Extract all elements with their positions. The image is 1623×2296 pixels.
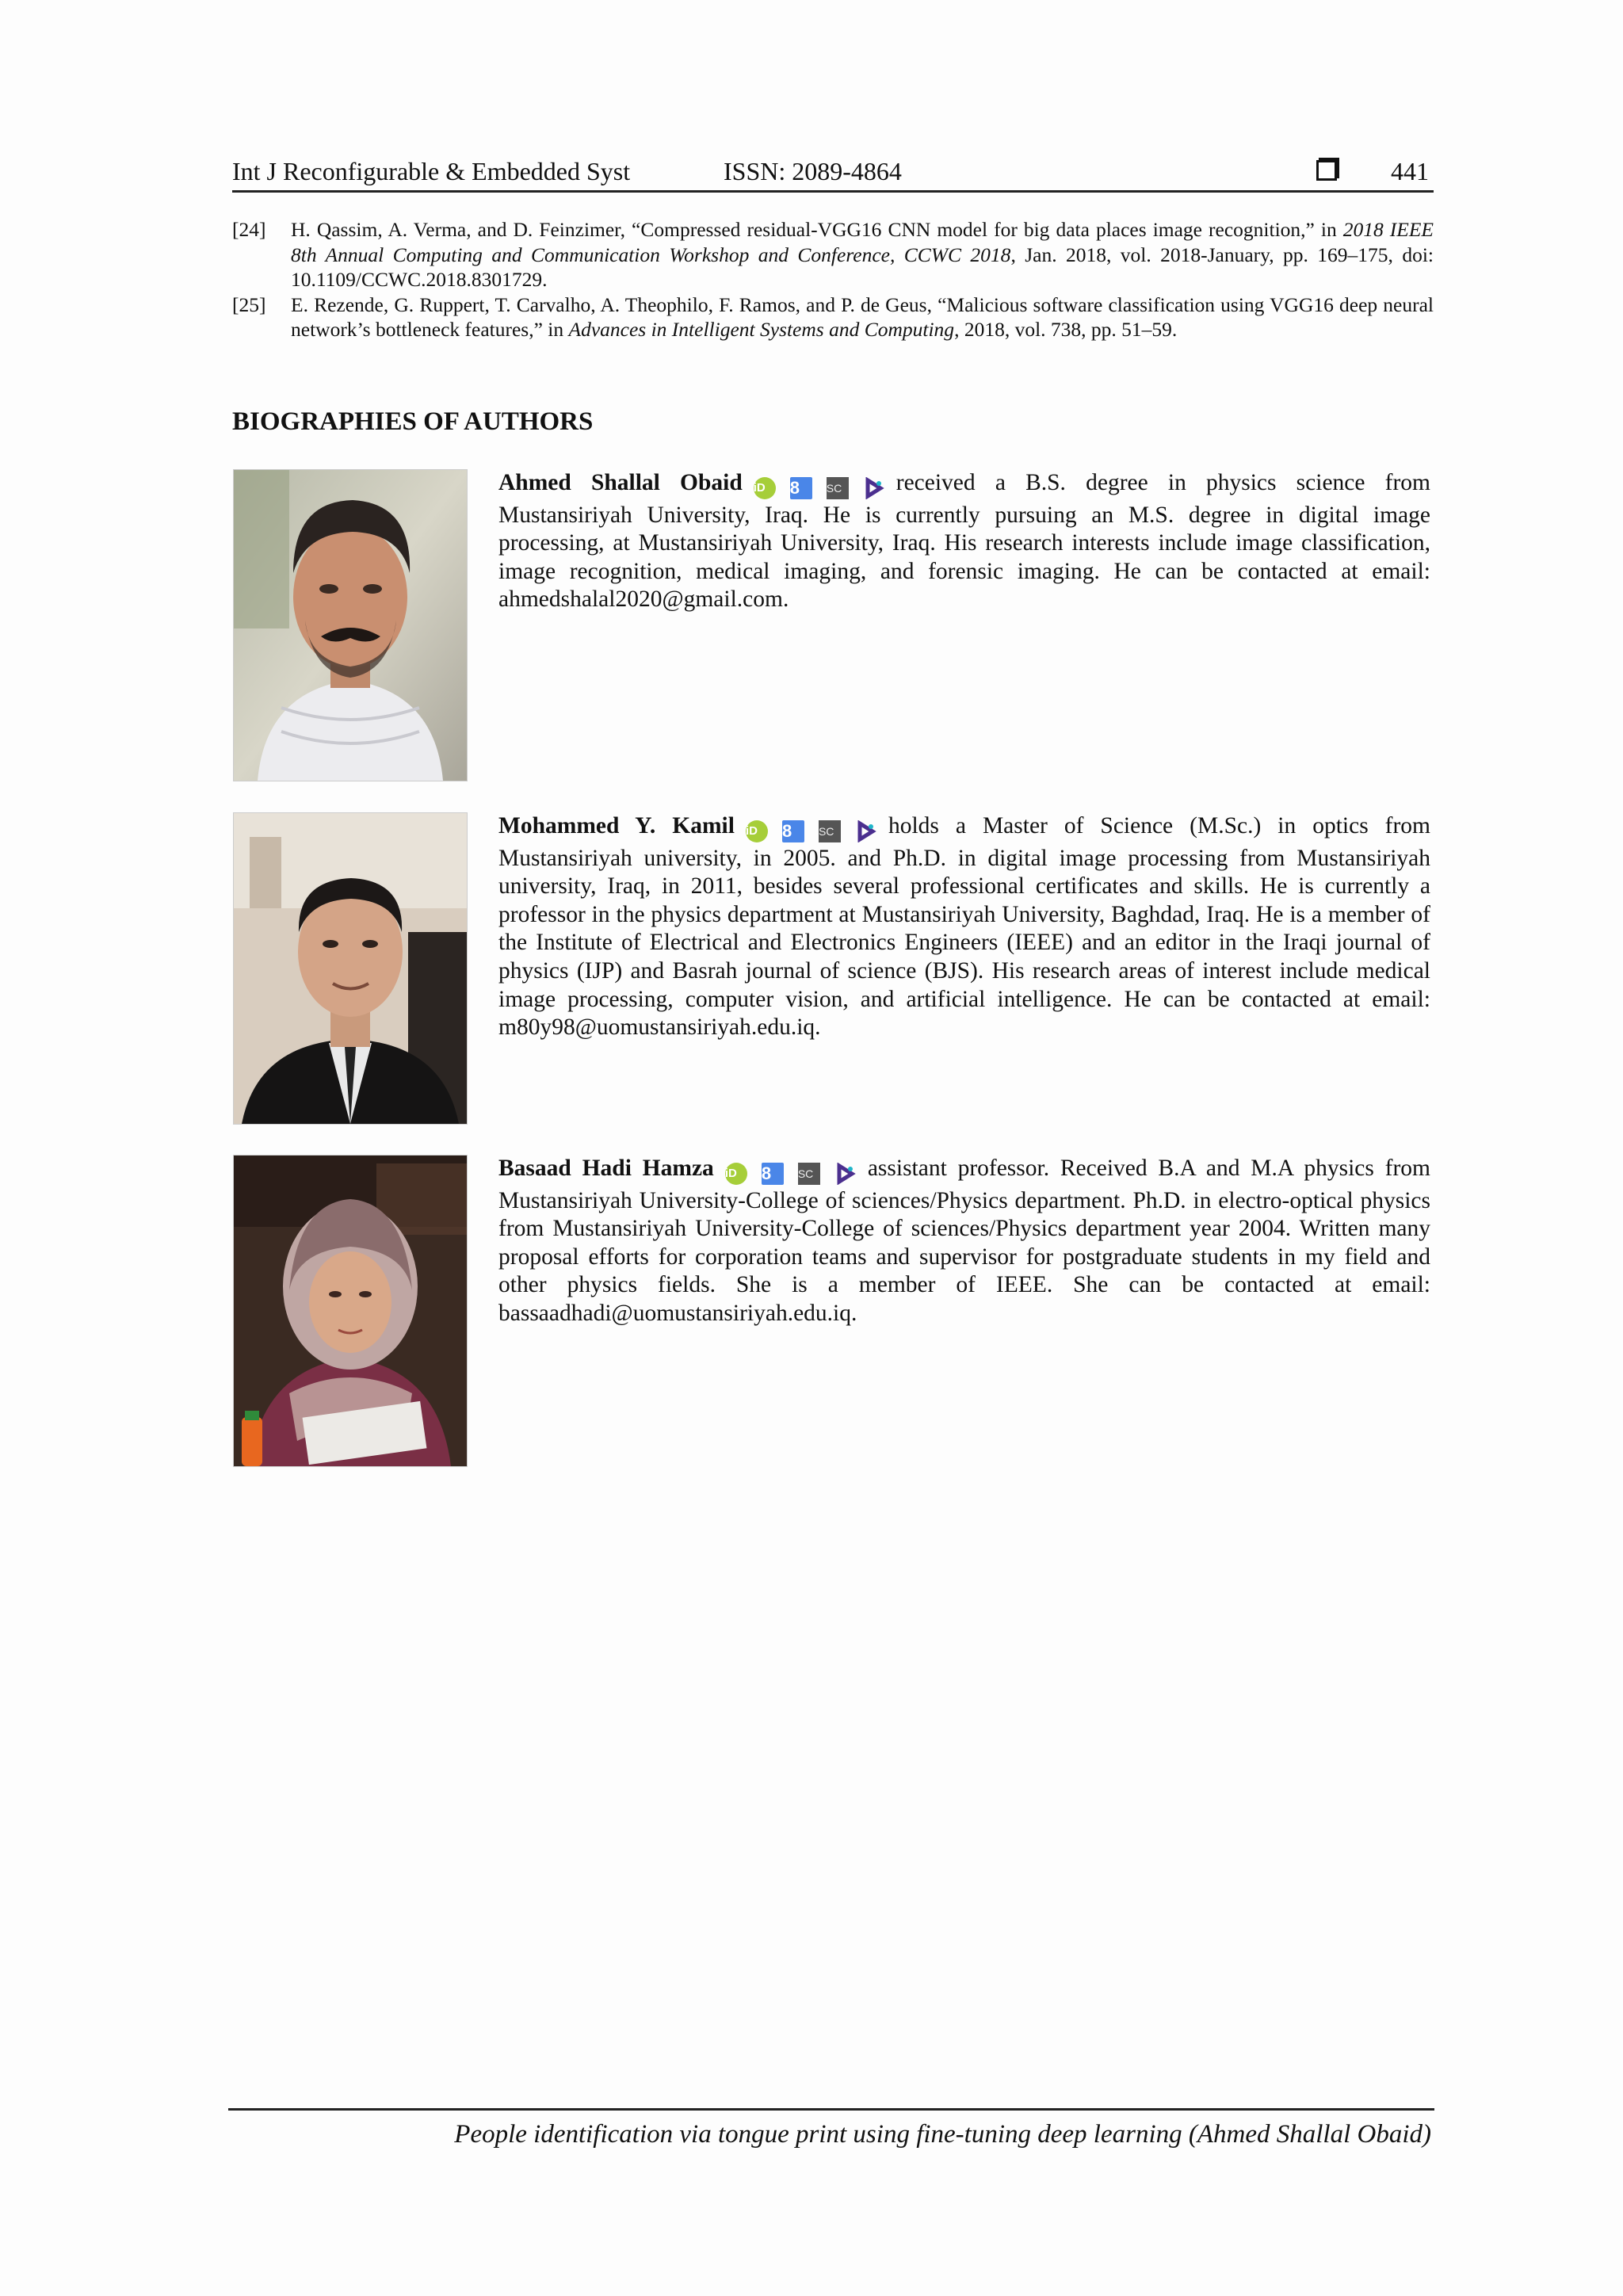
author-name: Ahmed Shallal Obaid <box>498 470 743 495</box>
google-scholar-icon[interactable]: 8 <box>782 820 804 842</box>
reference-text: E. Rezende, G. Ruppert, T. Carvalho, A. Theophilo, F. Ramos, and P. de Geus, “Malicious software classification using VGG16 deep neural network’s bottleneck features,” in <box>291 292 1434 341</box>
author-name: Basaad Hadi Hamza <box>498 1156 714 1181</box>
author-bio: assistant professor. Received B.A and M.A physics from Mustansiriyah University-College of sciences/Physics department. Ph.D. in electro-optical physics from Mustansiriyah University-College of sciences/Physics department year 2004. Written many proposal efforts for corporation teams and supervisor for postgraduate students in my field and other physics fields. She is a member of IEEE. She can be contacted at email: bassaadhadi@uomustansiriyah.edu.iq. <box>498 1156 1430 1326</box>
author-bio-text <box>498 469 1430 614</box>
scopus-icon[interactable]: SC <box>819 820 841 842</box>
publons-icon[interactable] <box>855 820 877 842</box>
reference-text-tail: , Jan. 2018, vol. 2018-January, pp. 169–175, doi: 10.1109/CCWC.2018.8301729. <box>291 243 1434 291</box>
issn: ISSN: 2089-4864 <box>724 157 902 185</box>
publons-icon[interactable] <box>834 1163 857 1185</box>
publons-icon[interactable] <box>863 477 885 499</box>
orcid-icon[interactable]: iD <box>754 477 776 499</box>
reference-item <box>232 217 1434 292</box>
page-footer <box>228 2108 1434 2149</box>
author-profile-icons <box>725 1159 857 1187</box>
author-bio: received a B.S. degree in physics science from Mustansiriyah University, Iraq. He is currently pursuing an M.S. degree in digital image processing, at Mustansiriyah University, Iraq. His research interests include image classification, image recognition, medical imaging, and forensic imaging. He can be contacted at email: ahmedshalal2020@gmail.com. <box>498 470 1431 613</box>
author-photo <box>233 1155 468 1467</box>
author-photo <box>233 469 468 781</box>
page-number: 441 <box>1391 157 1429 185</box>
reference-list <box>232 217 1434 342</box>
google-scholar-icon[interactable]: 8 <box>762 1163 784 1185</box>
reference-text-tail: , 2018, vol. 738, pp. 51–59. <box>954 318 1178 341</box>
author-profile-icons <box>754 473 885 502</box>
section-title: BIOGRAPHIES OF AUTHORS <box>232 407 594 436</box>
reference-number: [25] <box>232 292 266 316</box>
reference-text: H. Qassim, A. Verma, and D. Feinzimer, “Compressed residual-VGG16 CNN model for big data places image recognition,” in <box>291 218 1337 241</box>
scopus-icon[interactable]: SC <box>827 477 849 499</box>
google-scholar-icon[interactable]: 8 <box>790 477 812 499</box>
orcid-icon[interactable]: iD <box>746 820 768 842</box>
author-profile-icons <box>746 816 877 845</box>
reference-item <box>232 292 1434 342</box>
author-name: Mohammed Y. Kamil <box>498 813 735 839</box>
author-bio-text <box>498 1155 1430 1328</box>
reference-number: [24] <box>232 218 266 241</box>
orcid-icon[interactable]: iD <box>725 1163 747 1185</box>
reference-venue: Advances in Intelligent Systems and Computing <box>568 318 955 341</box>
reference-venue: 2018 IEEE 8th Annual Computing and Communication Workshop and Conference, CCWC 2018 <box>291 218 1434 266</box>
running-title: People identification via tongue print using fine-tuning deep learning (Ahmed Shallal Obaid) <box>454 2120 1431 2149</box>
journal-name: Int J Reconfigurable & Embedded Syst <box>232 157 631 185</box>
author-photo <box>233 812 468 1125</box>
page-header <box>232 155 1434 193</box>
author-bio-text <box>498 812 1430 1042</box>
author-bio: holds a Master of Science (M.Sc.) in optics from Mustansiriyah university, in 2005. and Ph.D. in digital image processing from Mustansiriyah university, Iraq, in 2011, besides several professional certificates and skills. He is currently a professor in the physics department at Mustansiriyah University, Baghdad, Iraq. He is a member of the Institute of Electrical and Electronics Engineers (IEEE) and an editor in the Iraqi journal of physics (IJP) and Basrah journal of science (BJS). His research areas of interest include medical image processing, computer vision, and artificial intelligence. He can be contacted at email: m80y98@uomustansiriyah.edu.iq. <box>498 813 1431 1041</box>
square-bullet-icon <box>1316 160 1337 181</box>
scopus-icon[interactable]: SC <box>798 1163 820 1185</box>
